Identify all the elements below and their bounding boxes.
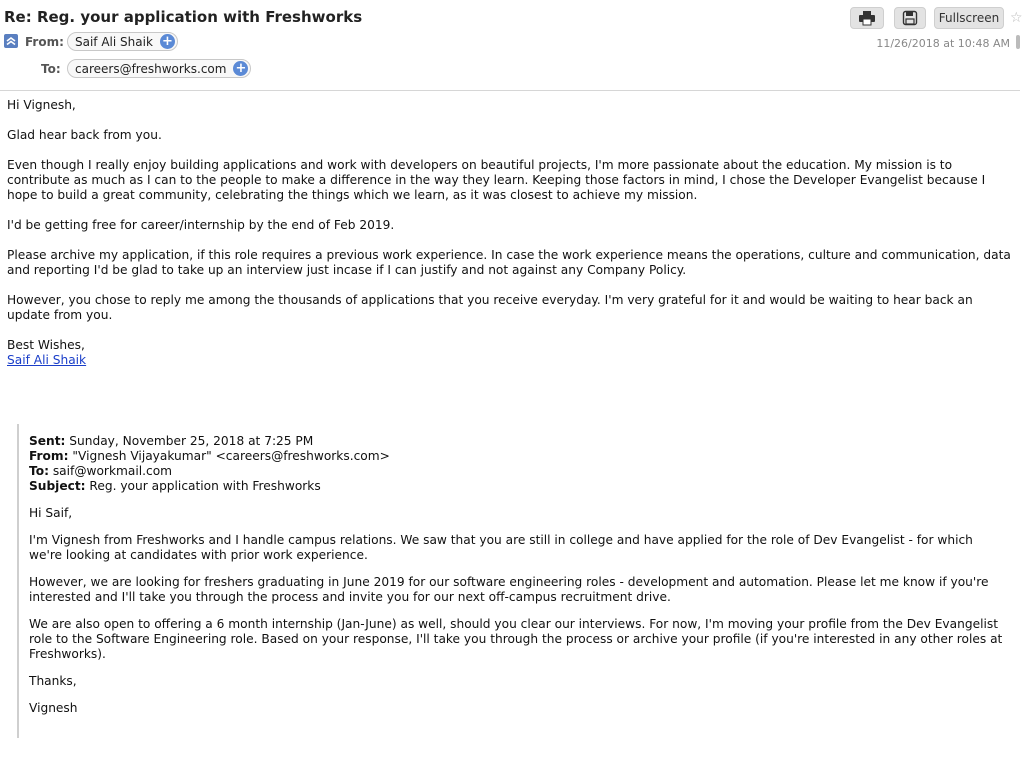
add-contact-icon[interactable]: + bbox=[160, 34, 175, 49]
message-header bbox=[0, 0, 1023, 91]
sent-value: Sunday, November 25, 2018 at 7:25 PM bbox=[69, 434, 314, 448]
to-address: careers@freshworks.com bbox=[75, 62, 227, 76]
sent-label: Sent: bbox=[29, 434, 66, 448]
message-subject: Re: Reg. your application with Freshworks bbox=[4, 8, 363, 26]
body-paragraph: Even though I really enjoy building applications and work with developers on beautiful projects, I'm more passionate about the education. My mission is to contribute as much as I can to the people to make a difference in the way they learn. Keeping those factors in mind, I chose the Developer Evangelist because I hope to build a great community, celebrating the things which we learn, as it was closest to achieve my mission. bbox=[7, 158, 986, 202]
quoted-greeting: Hi Saif, bbox=[29, 506, 73, 520]
to-label: To: bbox=[41, 62, 61, 76]
body-paragraph: Glad hear back from you. bbox=[7, 128, 162, 142]
scrollbar[interactable] bbox=[1016, 35, 1020, 49]
body-paragraph: I'd be getting free for career/internship by the end of Feb 2019. bbox=[7, 218, 395, 232]
quoted-closing: Thanks, bbox=[29, 674, 77, 688]
quoted-subject-value: Reg. your application with Freshworks bbox=[89, 479, 321, 493]
from-name: Saif Ali Shaik bbox=[75, 35, 153, 49]
quoted-paragraph: We are also open to offering a 6 month internship (Jan-June) as well, should you clear our interviews. For now, I'm moving your profile from the Dev Evangelist role to the Software Engineering role. Based on your response, I'll take you through the process or archive your profile (if you're interested in any other roles at Freshworks). bbox=[29, 617, 1003, 661]
from-label: From: bbox=[25, 35, 64, 49]
save-button[interactable] bbox=[894, 7, 926, 29]
fullscreen-button[interactable]: Fullscreen bbox=[934, 7, 1004, 29]
from-contact-pill[interactable] bbox=[67, 32, 178, 51]
save-icon bbox=[903, 11, 917, 25]
quoted-paragraph: However, we are looking for freshers graduating in June 2019 for our software engineering roles - development and automation. Please let me know if you're interested and I'll take you through the process and invite you for our next off-campus recruitment drive. bbox=[29, 575, 989, 604]
to-contact-pill[interactable] bbox=[67, 59, 251, 78]
quoted-to-label: To: bbox=[29, 464, 49, 478]
body-paragraph: However, you chose to reply me among the thousands of applications that you receive everyday. I'm very grateful for it and would be waiting to hear back an update from you. bbox=[7, 293, 973, 322]
message-date: 11/26/2018 at 10:48 AM bbox=[876, 37, 1010, 50]
quoted-to-value: saif@workmail.com bbox=[52, 464, 173, 478]
signature-link[interactable]: Saif Ali Shaik bbox=[7, 353, 87, 367]
add-contact-icon[interactable]: + bbox=[233, 61, 248, 76]
print-icon bbox=[859, 11, 875, 25]
closing: Best Wishes, bbox=[7, 338, 85, 352]
quoted-signature: Vignesh bbox=[29, 701, 78, 715]
quoted-from-value: "Vignesh Vijayakumar" <careers@freshworks.com> bbox=[72, 449, 390, 463]
quoted-paragraph: I'm Vignesh from Freshworks and I handle campus relations. We saw that you are still in college and have applied for the role of Dev Evangelist - for which we're looking at candidates with prior work experience. bbox=[29, 533, 973, 562]
star-icon[interactable]: ☆ bbox=[1010, 10, 1023, 26]
quoted-from-label: From: bbox=[29, 449, 69, 463]
quoted-headers bbox=[29, 434, 1009, 494]
quoted-message bbox=[17, 424, 1009, 738]
greeting: Hi Vignesh, bbox=[7, 98, 76, 112]
message-body bbox=[7, 98, 1013, 368]
quoted-subject-label: Subject: bbox=[29, 479, 86, 493]
body-paragraph: Please archive my application, if this role requires a previous work experience. In case the work experience means the operations, culture and communication, data and reporting I'd be glad to take up an interview just incase if I can justify and not against any Company Policy. bbox=[7, 248, 1011, 277]
collapse-icon[interactable] bbox=[4, 34, 18, 48]
print-button[interactable] bbox=[850, 7, 884, 29]
